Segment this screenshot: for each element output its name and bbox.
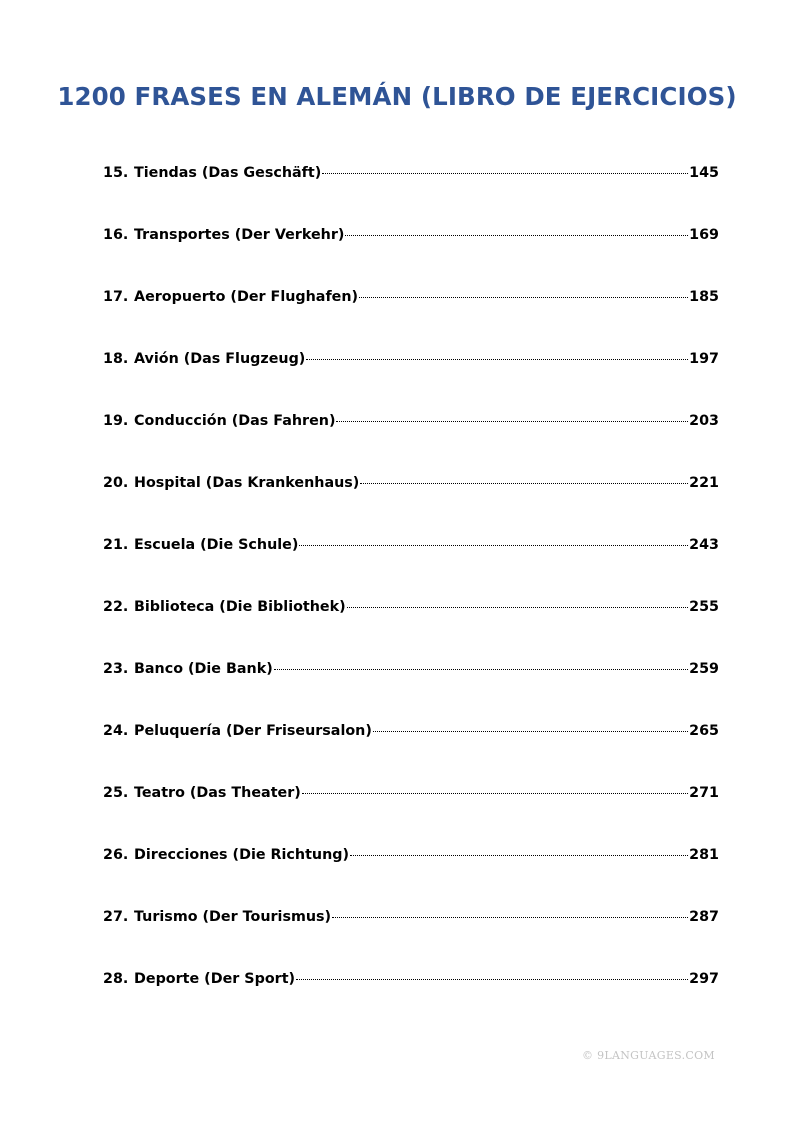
dot-leader	[306, 359, 688, 360]
dot-leader	[350, 855, 688, 856]
toc-entry-number: 25.	[103, 785, 129, 801]
table-of-contents	[103, 165, 719, 1033]
toc-entry[interactable]	[103, 475, 719, 537]
dot-leader	[296, 979, 688, 980]
toc-entry-number: 19.	[103, 413, 129, 429]
toc-entry[interactable]	[103, 785, 719, 847]
toc-entry-page-number: 185	[689, 289, 719, 305]
toc-entry-number: 17.	[103, 289, 129, 305]
toc-entry-title: Biblioteca (Die Bibliothek)	[134, 599, 346, 615]
dot-leader	[299, 545, 688, 546]
toc-entry-number: 28.	[103, 971, 129, 987]
dot-leader	[302, 793, 688, 794]
toc-entry-title: Direcciones (Die Richtung)	[134, 847, 350, 863]
toc-entry[interactable]	[103, 165, 719, 227]
toc-entry[interactable]	[103, 909, 719, 971]
toc-entry-page-number: 271	[689, 785, 719, 801]
toc-entry-number: 18.	[103, 351, 129, 367]
toc-entry-number: 20.	[103, 475, 129, 491]
toc-entry[interactable]	[103, 289, 719, 351]
toc-entry[interactable]	[103, 599, 719, 661]
toc-entry-title: Peluquería (Der Friseursalon)	[134, 723, 372, 739]
dot-leader	[322, 173, 688, 174]
toc-entry-page-number: 259	[689, 661, 719, 677]
watermark: © 9LANGUAGES.COM	[582, 1049, 715, 1062]
toc-entry[interactable]	[103, 723, 719, 785]
toc-entry-title: Transportes (Der Verkehr)	[134, 227, 345, 243]
dot-leader	[345, 235, 688, 236]
toc-entry-number: 21.	[103, 537, 129, 553]
toc-entry-page-number: 197	[689, 351, 719, 367]
toc-entry[interactable]	[103, 537, 719, 599]
toc-entry-page-number: 221	[689, 475, 719, 491]
toc-entry-number: 27.	[103, 909, 129, 925]
toc-entry-title: Escuela (Die Schule)	[134, 537, 299, 553]
toc-entry-page-number: 281	[689, 847, 719, 863]
toc-entry-page-number: 255	[689, 599, 719, 615]
toc-entry-title: Hospital (Das Krankenhaus)	[134, 475, 360, 491]
dot-leader	[336, 421, 688, 422]
toc-entry-page-number: 287	[689, 909, 719, 925]
toc-entry-page-number: 297	[689, 971, 719, 987]
toc-entry-page-number: 265	[689, 723, 719, 739]
toc-entry-title: Turismo (Der Tourismus)	[134, 909, 332, 925]
toc-entry-title: Teatro (Das Theater)	[134, 785, 301, 801]
toc-entry-title: Banco (Die Bank)	[134, 661, 273, 677]
page-title: 1200 FRASES EN ALEMÁN (LIBRO DE EJERCICIOS)	[57, 82, 737, 111]
toc-entry-number: 16.	[103, 227, 129, 243]
toc-entry[interactable]	[103, 847, 719, 909]
dot-leader	[373, 731, 688, 732]
toc-entry-title: Avión (Das Flugzeug)	[134, 351, 306, 367]
dot-leader	[332, 917, 688, 918]
toc-entry[interactable]	[103, 351, 719, 413]
toc-entry[interactable]	[103, 413, 719, 475]
toc-entry[interactable]	[103, 227, 719, 289]
dot-leader	[274, 669, 688, 670]
toc-entry-page-number: 169	[689, 227, 719, 243]
toc-entry-page-number: 243	[689, 537, 719, 553]
toc-entry-number: 15.	[103, 165, 129, 181]
dot-leader	[359, 297, 688, 298]
toc-entry-page-number: 145	[689, 165, 719, 181]
toc-entry-number: 23.	[103, 661, 129, 677]
toc-entry-title: Deporte (Der Sport)	[134, 971, 296, 987]
toc-entry-page-number: 203	[689, 413, 719, 429]
toc-entry[interactable]	[103, 971, 719, 1033]
toc-entry-title: Aeropuerto (Der Flughafen)	[134, 289, 359, 305]
toc-entry-number: 26.	[103, 847, 129, 863]
dot-leader	[360, 483, 688, 484]
toc-entry-title: Conducción (Das Fahren)	[134, 413, 336, 429]
toc-entry-number: 22.	[103, 599, 129, 615]
toc-entry-title: Tiendas (Das Geschäft)	[134, 165, 322, 181]
toc-entry[interactable]	[103, 661, 719, 723]
toc-entry-number: 24.	[103, 723, 129, 739]
dot-leader	[347, 607, 688, 608]
